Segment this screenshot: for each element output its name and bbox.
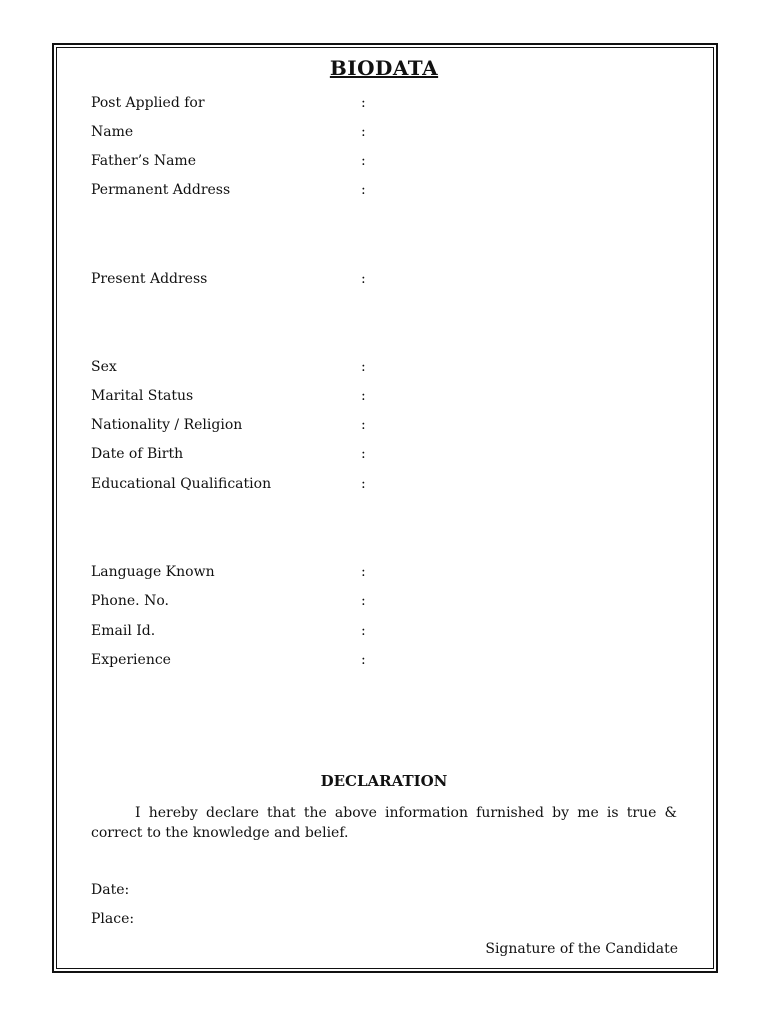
field-colon: : [361,446,366,462]
place-label: Place: [91,911,135,927]
field-label-fathers-name: Father’s Name [91,153,196,169]
field-label-nationality-religion: Nationality / Religion [91,417,243,433]
field-label-post-applied: Post Applied for [91,95,205,111]
field-colon: : [361,652,366,668]
field-colon: : [361,476,366,492]
field-colon: : [361,417,366,433]
field-colon: : [361,95,366,111]
field-label-sex: Sex [91,359,117,375]
field-label-educational-qualification: Educational Qualification [91,476,272,492]
field-colon: : [361,623,366,639]
date-label: Date: [91,882,130,898]
field-label-experience: Experience [91,652,171,668]
signature-label: Signature of the Candidate [485,941,678,957]
field-colon: : [361,593,366,609]
field-colon: : [361,182,366,198]
field-label-language-known: Language Known [91,564,215,580]
field-label-name: Name [91,124,134,140]
field-label-email-id: Email Id. [91,623,156,639]
field-colon: : [361,153,366,169]
field-colon: : [361,124,366,140]
declaration-text: I hereby declare that the above information furnished by me is true & correct to the knowledge and belief. [91,805,677,841]
field-label-permanent-address: Permanent Address [91,182,231,198]
field-label-phone-no: Phone. No. [91,593,169,609]
field-colon: : [361,271,366,287]
declaration-heading: DECLARATION [320,772,448,790]
field-label-date-of-birth: Date of Birth [91,446,184,462]
document-title: BIODATA [329,56,439,80]
field-colon: : [361,564,366,580]
field-colon: : [361,388,366,404]
field-colon: : [361,359,366,375]
field-label-present-address: Present Address [91,271,208,287]
field-label-marital-status: Marital Status [91,388,194,404]
